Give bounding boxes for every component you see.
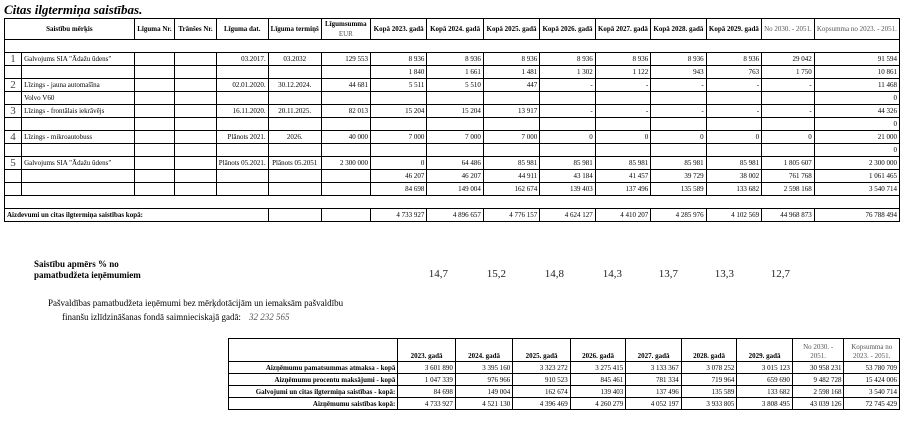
row-amount: 40 000 <box>321 131 370 144</box>
row-value <box>762 144 815 157</box>
table-row <box>5 131 900 144</box>
table-row <box>5 183 900 196</box>
row-tranche-no <box>175 131 217 144</box>
row-value <box>706 144 761 157</box>
row-number: 4 <box>5 131 22 144</box>
header-2024: Kopā 2024. gadā <box>427 19 483 40</box>
note-value: 32 232 565 <box>248 312 290 322</box>
row-value: 7 000 <box>370 131 426 144</box>
row-term: 03.2032 <box>268 53 321 66</box>
note-line-1: Pašvaldības pamatbudžeta ieņēmumi bez mērķdotācijām un iemaksām pašvaldību <box>48 298 344 308</box>
row-purpose <box>22 144 135 157</box>
row-date <box>216 170 268 183</box>
row-term <box>268 144 321 157</box>
row-value: - <box>595 79 650 92</box>
summary-header: Kopsumma no 2023. - 2051. <box>844 339 900 362</box>
row-value: 133 682 <box>706 183 761 196</box>
row-value <box>370 144 426 157</box>
row-value <box>483 92 539 105</box>
row-value: 8 936 <box>427 53 483 66</box>
summary-value: 149 004 <box>455 386 512 398</box>
row-tranche-no <box>175 144 217 157</box>
row-value: 41 457 <box>595 170 650 183</box>
summary-value: 659 690 <box>737 374 793 386</box>
summary-row-label: Aizņēmumu saistības kopā: <box>229 398 398 410</box>
summary-value: 53 780 709 <box>844 362 900 374</box>
loans-total-label: Aizdevumi un citas ilgtermiņa saistības kopā: <box>5 209 269 222</box>
summary-value: 30 958 231 <box>792 362 844 374</box>
header-amount-unit: EUR <box>338 30 353 38</box>
row-tranche-no <box>175 66 217 79</box>
header-contract-no: Līguma Nr. <box>134 19 175 40</box>
row-number <box>5 183 22 196</box>
summary-row <box>229 386 900 398</box>
row-value: 85 981 <box>483 157 539 170</box>
row-value <box>540 144 595 157</box>
row-value: 943 <box>651 66 706 79</box>
row-value: - <box>540 105 595 118</box>
header-term: Līguma termiņš <box>268 19 321 40</box>
summary-value: 4 521 130 <box>455 398 512 410</box>
row-amount <box>321 144 370 157</box>
spacer-cell <box>5 196 900 209</box>
row-value: 1 302 <box>540 66 595 79</box>
pct-value: 14,8 <box>544 268 564 280</box>
row-term <box>268 66 321 79</box>
summary-value: 910 523 <box>513 374 570 386</box>
row-value: 15 204 <box>427 105 483 118</box>
row-tranche-no <box>175 79 217 92</box>
row-date: Plānots 2021. <box>216 131 268 144</box>
empty-cell <box>268 209 321 222</box>
row-value: 10 861 <box>814 66 899 79</box>
row-purpose: Līzings - mikroautobuss <box>22 131 135 144</box>
header-purpose: Saistību mērķis <box>5 19 135 40</box>
table-header-row <box>5 19 900 40</box>
row-value: 85 981 <box>706 157 761 170</box>
empty-cell <box>321 209 370 222</box>
row-value: 85 981 <box>540 157 595 170</box>
header-amount <box>321 19 370 40</box>
row-value: 8 936 <box>595 53 650 66</box>
row-contract-no <box>134 105 175 118</box>
row-value: - <box>706 79 761 92</box>
row-value <box>370 118 426 131</box>
row-contract-no <box>134 79 175 92</box>
loans-total-row <box>5 209 900 222</box>
row-value: 29 042 <box>762 53 815 66</box>
row-term <box>268 118 321 131</box>
loans-total-value: 4 624 127 <box>540 209 595 222</box>
row-value <box>595 144 650 157</box>
loans-total-value: 4 410 207 <box>595 209 650 222</box>
row-date: 03.2017. <box>216 53 268 66</box>
row-value: 761 768 <box>762 170 815 183</box>
summary-value: 135 589 <box>681 386 737 398</box>
row-value <box>762 92 815 105</box>
row-value: 39 729 <box>651 170 706 183</box>
summary-value: 2 598 168 <box>792 386 844 398</box>
obligations-table <box>4 18 900 222</box>
spacer-row <box>5 40 900 53</box>
row-date: 02.01.2020. <box>216 79 268 92</box>
table-row <box>5 79 900 92</box>
row-value: 1 481 <box>483 66 539 79</box>
summary-header: 2024. gadā <box>455 339 512 362</box>
row-value: - <box>651 79 706 92</box>
row-value: 135 589 <box>651 183 706 196</box>
row-value: - <box>706 105 761 118</box>
row-value: 5 510 <box>427 79 483 92</box>
row-value <box>427 92 483 105</box>
row-value: 3 540 714 <box>814 183 899 196</box>
summary-value: 162 674 <box>513 386 570 398</box>
row-term <box>268 183 321 196</box>
pct-value: 14,3 <box>602 268 622 280</box>
row-value <box>651 92 706 105</box>
summary-value: 3 933 805 <box>681 398 737 410</box>
row-value <box>483 118 539 131</box>
row-value: 38 002 <box>706 170 761 183</box>
loans-total-value: 4 733 927 <box>370 209 426 222</box>
row-value: 21 000 <box>814 131 899 144</box>
row-value: 84 698 <box>370 183 426 196</box>
row-amount <box>321 118 370 131</box>
row-term <box>268 92 321 105</box>
row-contract-no <box>134 92 175 105</box>
row-value: 11 468 <box>814 79 899 92</box>
row-value: 0 <box>595 131 650 144</box>
summary-value: 139 403 <box>570 386 626 398</box>
summary-value: 4 396 469 <box>513 398 570 410</box>
summary-value: 84 698 <box>398 386 455 398</box>
row-value: 8 936 <box>483 53 539 66</box>
summary-value: 4 733 927 <box>398 398 455 410</box>
table-row <box>5 170 900 183</box>
row-term: Plānots 05.2051 <box>268 157 321 170</box>
loans-total-value: 76 788 494 <box>814 209 899 222</box>
spacer-row <box>5 196 900 209</box>
row-tranche-no <box>175 53 217 66</box>
row-value: 0 <box>762 131 815 144</box>
row-number: 2 <box>5 79 22 92</box>
summary-value: 133 682 <box>737 386 793 398</box>
row-value: 85 981 <box>595 157 650 170</box>
summary-row-label: Aizņēmumu pamatsummas atmaksa - kopā <box>229 362 398 374</box>
spacer-cell <box>5 40 900 53</box>
row-purpose: Volvo V60 <box>22 92 135 105</box>
row-value <box>595 118 650 131</box>
row-purpose <box>22 170 135 183</box>
row-tranche-no <box>175 157 217 170</box>
row-purpose: Galvojums SIA "Ādažu ūdens" <box>22 157 135 170</box>
row-contract-no <box>134 53 175 66</box>
loans-total-value: 4 776 157 <box>483 209 539 222</box>
row-value <box>762 118 815 131</box>
row-value: 0 <box>814 118 899 131</box>
row-number <box>5 66 22 79</box>
row-value: 763 <box>706 66 761 79</box>
row-value: 162 674 <box>483 183 539 196</box>
summary-header: No 2030. - 2051. <box>792 339 844 362</box>
table-row <box>5 53 900 66</box>
row-value: 85 981 <box>651 157 706 170</box>
row-value: 137 496 <box>595 183 650 196</box>
summary-row-label: Aizņēmumu procentu maksājumi - kopā <box>229 374 398 386</box>
row-amount <box>321 170 370 183</box>
row-value: 1 805 607 <box>762 157 815 170</box>
summary-value: 3 015 123 <box>737 362 793 374</box>
row-value <box>427 144 483 157</box>
row-tranche-no <box>175 170 217 183</box>
summary-value: 719 964 <box>681 374 737 386</box>
header-2025: Kopā 2025. gadā <box>483 19 539 40</box>
header-2026: Kopā 2026. gadā <box>540 19 595 40</box>
row-term: 20.11.2025. <box>268 105 321 118</box>
summary-value: 43 039 126 <box>792 398 844 410</box>
summary-value: 3 395 160 <box>455 362 512 374</box>
row-amount: 2 300 000 <box>321 157 370 170</box>
row-value: - <box>762 79 815 92</box>
pct-label: Saistību apmērs % no pamatbudžeta ieņēmumiem <box>34 259 141 280</box>
summary-header: 2025. gadā <box>513 339 570 362</box>
row-number <box>5 170 22 183</box>
summary-header: 2027. gadā <box>626 339 682 362</box>
pct-value: 14,7 <box>428 268 448 280</box>
summary-value: 72 745 429 <box>844 398 900 410</box>
row-contract-no <box>134 131 175 144</box>
row-term: 2026. <box>268 131 321 144</box>
header-tranche-no: Trānšes Nr. <box>175 19 217 40</box>
note-line-2-text: finanšu izlīdzināšanas fondā saimnieciskajā gadā: <box>62 312 241 322</box>
header-2023: Kopā 2023. gadā <box>370 19 426 40</box>
row-value: 1 122 <box>595 66 650 79</box>
row-amount <box>321 183 370 196</box>
loans-total-value: 4 896 657 <box>427 209 483 222</box>
row-purpose: Līzings - jauna automašīna <box>22 79 135 92</box>
summary-row <box>229 362 900 374</box>
row-value: 1 840 <box>370 66 426 79</box>
row-value: 64 486 <box>427 157 483 170</box>
row-value: 46 207 <box>427 170 483 183</box>
row-value: - <box>540 79 595 92</box>
row-contract-no <box>134 183 175 196</box>
row-purpose: Līzings - frontālais iekrāvējs <box>22 105 135 118</box>
row-value: - <box>651 105 706 118</box>
row-number: 1 <box>5 53 22 66</box>
row-purpose <box>22 66 135 79</box>
row-date <box>216 144 268 157</box>
row-value: 7 000 <box>427 131 483 144</box>
row-value: 0 <box>814 92 899 105</box>
row-contract-no <box>134 66 175 79</box>
row-value: 0 <box>370 157 426 170</box>
summary-value: 3 133 367 <box>626 362 682 374</box>
note-line-2 <box>48 310 343 324</box>
summary-header: 2026. gadā <box>570 339 626 362</box>
summary-value: 1 047 339 <box>398 374 455 386</box>
summary-row-label: Galvojumi un citas ilgtermiņa saistības - kopā: <box>229 386 398 398</box>
row-value: 15 204 <box>370 105 426 118</box>
summary-value: 3 323 272 <box>513 362 570 374</box>
row-value: 149 004 <box>427 183 483 196</box>
summary-header: 2023. gadā <box>398 339 455 362</box>
row-value: 0 <box>706 131 761 144</box>
row-value <box>483 144 539 157</box>
summary-value: 3 808 495 <box>737 398 793 410</box>
row-date <box>216 183 268 196</box>
summary-table <box>228 338 900 410</box>
summary-value: 9 482 728 <box>792 374 844 386</box>
table-row <box>5 66 900 79</box>
row-contract-no <box>134 118 175 131</box>
header-2030-2051: No 2030. - 2051. <box>762 19 815 40</box>
table-row <box>5 144 900 157</box>
summary-value: 845 461 <box>570 374 626 386</box>
header-total: Kopsumma no 2023. - 2051. <box>814 19 899 40</box>
row-amount: 44 681 <box>321 79 370 92</box>
summary-value: 15 424 006 <box>844 374 900 386</box>
row-purpose <box>22 183 135 196</box>
summary-header-blank <box>229 339 398 362</box>
revenue-note <box>48 296 343 324</box>
summary-value: 976 966 <box>455 374 512 386</box>
row-number <box>5 118 22 131</box>
row-contract-no <box>134 157 175 170</box>
loans-total-value: 4 285 976 <box>651 209 706 222</box>
row-date <box>216 118 268 131</box>
row-value: 44 911 <box>483 170 539 183</box>
summary-value: 4 052 197 <box>626 398 682 410</box>
row-tranche-no <box>175 183 217 196</box>
row-value: 8 936 <box>706 53 761 66</box>
header-2029: Kopā 2029. gadā <box>706 19 761 40</box>
pct-value: 13,7 <box>658 268 678 280</box>
table-row <box>5 105 900 118</box>
header-2028: Kopā 2028. gadā <box>651 19 706 40</box>
row-contract-no <box>134 144 175 157</box>
row-value: 2 300 000 <box>814 157 899 170</box>
row-value <box>706 92 761 105</box>
row-number: 5 <box>5 157 22 170</box>
summary-header: 2029. gadā <box>737 339 793 362</box>
row-value: 1 661 <box>427 66 483 79</box>
loans-total-value: 44 968 873 <box>762 209 815 222</box>
row-tranche-no <box>175 105 217 118</box>
row-value <box>370 92 426 105</box>
summary-value: 3 540 714 <box>844 386 900 398</box>
summary-value: 3 601 890 <box>398 362 455 374</box>
row-value <box>427 118 483 131</box>
row-contract-no <box>134 170 175 183</box>
row-value: 5 511 <box>370 79 426 92</box>
row-tranche-no <box>175 92 217 105</box>
row-value: 0 <box>651 131 706 144</box>
row-value <box>540 118 595 131</box>
row-value <box>595 92 650 105</box>
row-value: 44 326 <box>814 105 899 118</box>
summary-row <box>229 374 900 386</box>
row-date: 16.11.2020. <box>216 105 268 118</box>
row-value <box>706 118 761 131</box>
row-purpose: Galvojums SIA "Ādažu ūdens" <box>22 53 135 66</box>
row-value: 0 <box>814 144 899 157</box>
summary-value: 137 496 <box>626 386 682 398</box>
row-value: 2 598 168 <box>762 183 815 196</box>
rows-body <box>5 53 900 196</box>
row-value: 1 061 465 <box>814 170 899 183</box>
header-amount-label: Līgumsumma <box>325 20 367 28</box>
row-amount: 82 013 <box>321 105 370 118</box>
header-contract-date: Līguma dat. <box>216 19 268 40</box>
row-value <box>651 118 706 131</box>
row-tranche-no <box>175 118 217 131</box>
pct-value: 15,2 <box>486 268 506 280</box>
row-value: 0 <box>540 131 595 144</box>
row-date <box>216 92 268 105</box>
table-row <box>5 118 900 131</box>
row-value: 7 000 <box>483 131 539 144</box>
row-term <box>268 170 321 183</box>
row-amount <box>321 92 370 105</box>
page-title: Citas ilgtermiņa saistības. <box>4 2 143 17</box>
summary-header-row <box>229 339 900 362</box>
row-date: Plānots 05.2021. <box>216 157 268 170</box>
row-date <box>216 66 268 79</box>
row-value: 8 936 <box>370 53 426 66</box>
row-value: 46 207 <box>370 170 426 183</box>
pct-value: 13,3 <box>714 268 734 280</box>
row-value: 43 184 <box>540 170 595 183</box>
table-row <box>5 157 900 170</box>
row-value: - <box>595 105 650 118</box>
summary-value: 3 275 415 <box>570 362 626 374</box>
row-amount <box>321 66 370 79</box>
row-term: 30.12.2024. <box>268 79 321 92</box>
row-value: 139 403 <box>540 183 595 196</box>
row-value: 91 594 <box>814 53 899 66</box>
row-value <box>540 92 595 105</box>
row-value: 447 <box>483 79 539 92</box>
row-value: - <box>762 105 815 118</box>
row-value <box>651 144 706 157</box>
loans-total-value: 4 102 569 <box>706 209 761 222</box>
summary-value: 781 334 <box>626 374 682 386</box>
row-value: 8 936 <box>651 53 706 66</box>
row-value: 1 750 <box>762 66 815 79</box>
summary-value: 4 260 279 <box>570 398 626 410</box>
summary-row <box>229 398 900 410</box>
row-amount: 129 553 <box>321 53 370 66</box>
summary-value: 3 078 252 <box>681 362 737 374</box>
row-purpose <box>22 118 135 131</box>
row-value: 13 917 <box>483 105 539 118</box>
row-value: 8 936 <box>540 53 595 66</box>
row-number <box>5 144 22 157</box>
table-row <box>5 92 900 105</box>
pct-value: 12,7 <box>770 268 790 280</box>
row-number: 3 <box>5 105 22 118</box>
row-number <box>5 92 22 105</box>
header-2027: Kopā 2027. gadā <box>595 19 650 40</box>
summary-header: 2028. gadā <box>681 339 737 362</box>
